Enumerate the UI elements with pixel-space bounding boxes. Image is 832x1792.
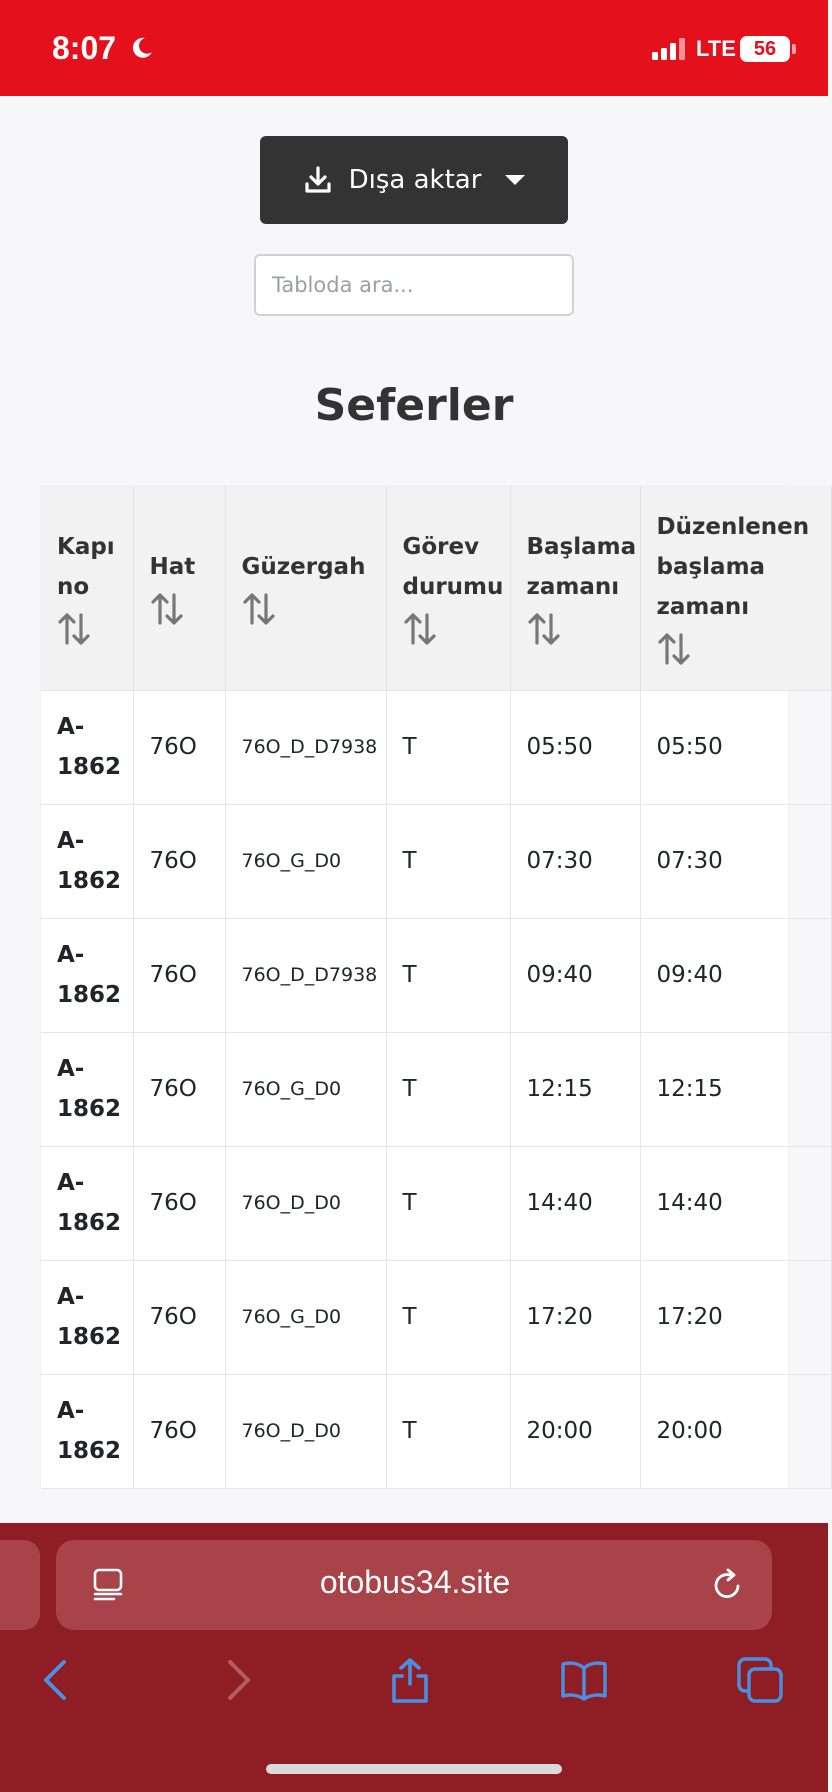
- forward-icon[interactable]: [212, 1656, 260, 1704]
- table-row[interactable]: [41, 804, 831, 918]
- baslama-zamani-cell: 05:50: [510, 690, 640, 804]
- battery-indicator: 56: [740, 36, 790, 62]
- guzergah-cell: 76O_G_D0: [225, 1032, 386, 1146]
- export-label: Dışa aktar: [348, 165, 482, 195]
- kapi-no-cell: A-1862: [41, 804, 133, 918]
- table-body: [41, 690, 831, 1488]
- column-header-label: Düzenlenen başlama zamanı: [656, 513, 810, 620]
- download-icon: [303, 165, 333, 195]
- table-row[interactable]: [41, 1374, 831, 1488]
- export-button[interactable]: [260, 136, 568, 224]
- duzenlenen-baslama-cell: 12:15: [640, 1032, 831, 1146]
- kapi-no-cell: A-1862: [41, 1032, 133, 1146]
- hat-cell: 76O: [133, 1374, 225, 1488]
- page-title: Seferler: [314, 380, 514, 431]
- kapi-no-cell: A-1862: [41, 1260, 133, 1374]
- gorev-durumu-cell: T: [386, 804, 510, 918]
- column-header-label: Hat: [149, 553, 196, 580]
- column-header[interactable]: [640, 486, 831, 690]
- sort-icon[interactable]: [57, 609, 91, 649]
- moon-icon: [130, 36, 154, 60]
- gorev-durumu-cell: T: [386, 918, 510, 1032]
- table-search-input[interactable]: [254, 254, 574, 316]
- baslama-zamani-cell: 07:30: [510, 804, 640, 918]
- sort-icon[interactable]: [403, 609, 437, 649]
- share-icon[interactable]: [386, 1656, 434, 1704]
- gorev-durumu-cell: T: [386, 1374, 510, 1488]
- kapi-no-cell: A-1862: [41, 690, 133, 804]
- address-text[interactable]: otobus34.site: [319, 1564, 511, 1600]
- trips-table: [41, 486, 832, 1489]
- table-header-row: [41, 486, 831, 690]
- bookmarks-icon[interactable]: [560, 1656, 608, 1704]
- column-header[interactable]: [133, 486, 225, 690]
- tabs-icon[interactable]: [736, 1656, 784, 1704]
- column-header-label: Başlama zamanı: [526, 533, 637, 600]
- hat-cell: 76O: [133, 1146, 225, 1260]
- guzergah-cell: 76O_D_D0: [225, 1146, 386, 1260]
- duzenlenen-baslama-cell: 05:50: [640, 690, 831, 804]
- hat-cell: 76O: [133, 918, 225, 1032]
- trips-table-container[interactable]: [41, 486, 810, 1488]
- baslama-zamani-cell: 09:40: [510, 918, 640, 1032]
- guzergah-cell: 76O_D_D7938: [225, 918, 386, 1032]
- sort-icon[interactable]: [657, 629, 691, 669]
- column-header[interactable]: [225, 486, 386, 690]
- status-bar: [0, 0, 828, 96]
- table-row[interactable]: [41, 1032, 831, 1146]
- table-row[interactable]: [41, 918, 831, 1032]
- reload-icon[interactable]: [710, 1568, 744, 1602]
- duzenlenen-baslama-cell: 09:40: [640, 918, 831, 1032]
- duzenlenen-baslama-cell: 07:30: [640, 804, 831, 918]
- duzenlenen-baslama-cell: 17:20: [640, 1260, 831, 1374]
- column-header-label: Güzergah: [241, 553, 366, 580]
- signal-icon: [652, 38, 688, 60]
- column-header-label: Kapı no: [57, 533, 115, 600]
- baslama-zamani-cell: 20:00: [510, 1374, 640, 1488]
- gorev-durumu-cell: T: [386, 690, 510, 804]
- caret-down-icon: [505, 175, 525, 185]
- back-icon[interactable]: [34, 1656, 82, 1704]
- sort-icon[interactable]: [527, 609, 561, 649]
- column-header[interactable]: [41, 486, 133, 690]
- table-row[interactable]: [41, 1260, 831, 1374]
- hat-cell: 76O: [133, 1032, 225, 1146]
- hat-cell: 76O: [133, 690, 225, 804]
- sort-icon[interactable]: [150, 589, 184, 629]
- baslama-zamani-cell: 12:15: [510, 1032, 640, 1146]
- guzergah-cell: 76O_G_D0: [225, 804, 386, 918]
- baslama-zamani-cell: 17:20: [510, 1260, 640, 1374]
- kapi-no-cell: A-1862: [41, 918, 133, 1032]
- baslama-zamani-cell: 14:40: [510, 1146, 640, 1260]
- gorev-durumu-cell: T: [386, 1260, 510, 1374]
- gorev-durumu-cell: T: [386, 1146, 510, 1260]
- table-row[interactable]: [41, 1146, 831, 1260]
- gorev-durumu-cell: T: [386, 1032, 510, 1146]
- column-header[interactable]: [386, 486, 510, 690]
- hat-cell: 76O: [133, 1260, 225, 1374]
- column-header-label: Görev durumu: [402, 533, 504, 600]
- previous-tab-preview[interactable]: [0, 1540, 40, 1630]
- kapi-no-cell: A-1862: [41, 1146, 133, 1260]
- table-row[interactable]: [41, 690, 831, 804]
- column-header[interactable]: [510, 486, 640, 690]
- duzenlenen-baslama-cell: 20:00: [640, 1374, 831, 1488]
- hat-cell: 76O: [133, 804, 225, 918]
- kapi-no-cell: A-1862: [41, 1374, 133, 1488]
- status-time: 8:07: [52, 30, 117, 66]
- guzergah-cell: 76O_D_D0: [225, 1374, 386, 1488]
- sort-icon[interactable]: [242, 589, 276, 629]
- guzergah-cell: 76O_G_D0: [225, 1260, 386, 1374]
- guzergah-cell: 76O_D_D7938: [225, 690, 386, 804]
- reader-icon[interactable]: [92, 1568, 124, 1602]
- duzenlenen-baslama-cell: 14:40: [640, 1146, 831, 1260]
- battery-nub: [792, 44, 796, 54]
- network-label: LTE: [696, 36, 736, 61]
- home-indicator[interactable]: [266, 1764, 562, 1774]
